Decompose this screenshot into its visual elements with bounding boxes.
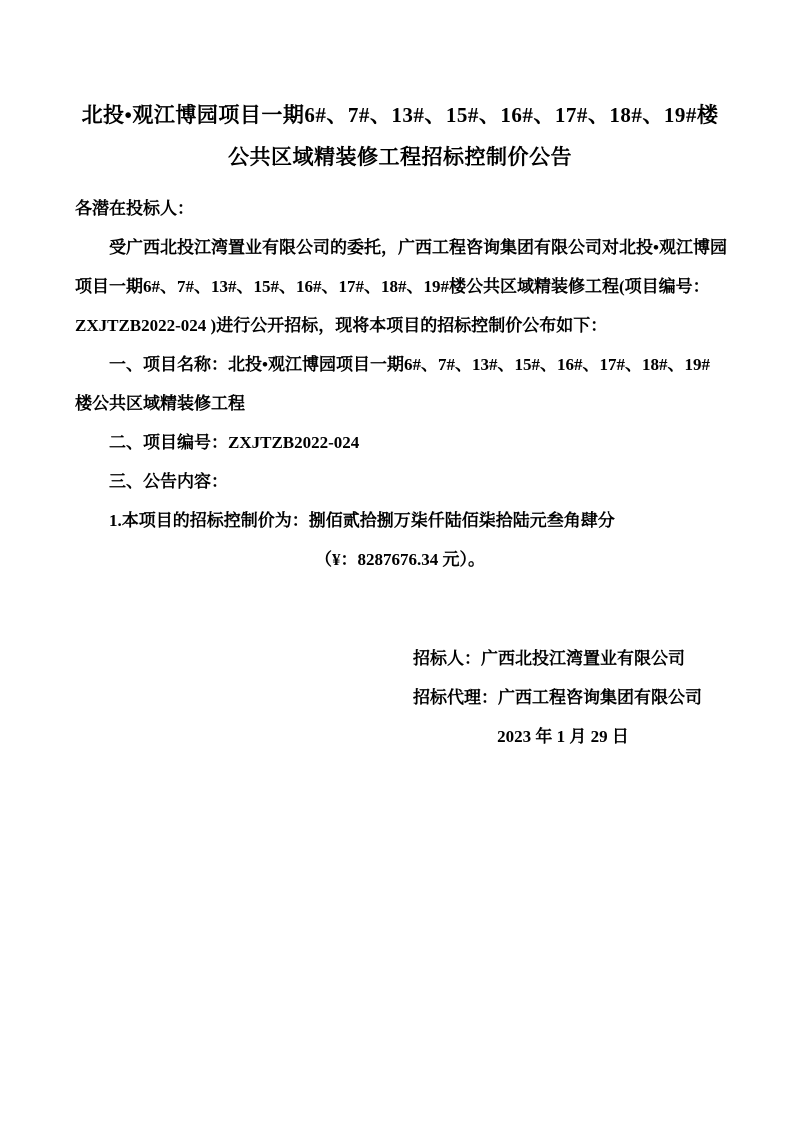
- document-body: [75, 189, 725, 579]
- body-line: 项目一期6#、7#、13#、15#、16#、17#、18#、19#楼公共区域精装修工程(项目编号：: [75, 277, 710, 296]
- amount-figure-line: （¥：8287676.34 元）。: [315, 550, 485, 569]
- signature-agent: 招标代理：广西工程咨询集团有限公司: [413, 688, 702, 707]
- body-line-project-name-cont: 楼公共区域精装修工程: [75, 394, 245, 413]
- body-line-project-number: 二、项目编号：ZXJTZB2022-024: [109, 433, 360, 452]
- salutation-line: 各潜在投标人：: [75, 199, 194, 218]
- document-title: 北投•观江博园项目一期6#、7#、13#、15#、16#、17#、18#、19#楼公共区域精装修工程招标控制价公告: [81, 103, 719, 169]
- body-line-announcement-heading: 三、公告内容：: [109, 472, 228, 491]
- signature-block: [413, 639, 713, 756]
- body-line: ZXJTZB2022-024 )进行公开招标，现将本项目的招标控制价公布如下：: [75, 316, 608, 335]
- body-line-control-price: 1.本项目的招标控制价为：捌佰贰拾捌万柒仟陆佰柒拾陆元叁角肆分: [109, 511, 615, 530]
- body-line: 受广西北投江湾置业有限公司的委托，广西工程咨询集团有限公司对北投•观江博园: [109, 238, 727, 257]
- signature-date: 2023 年 1 月 29 日: [497, 727, 629, 746]
- body-line-project-name: 一、项目名称：北投•观江博园项目一期6#、7#、13#、15#、16#、17#、18#、19#: [109, 355, 710, 374]
- signature-tenderer: 招标人：广西北投江湾置业有限公司: [413, 649, 685, 668]
